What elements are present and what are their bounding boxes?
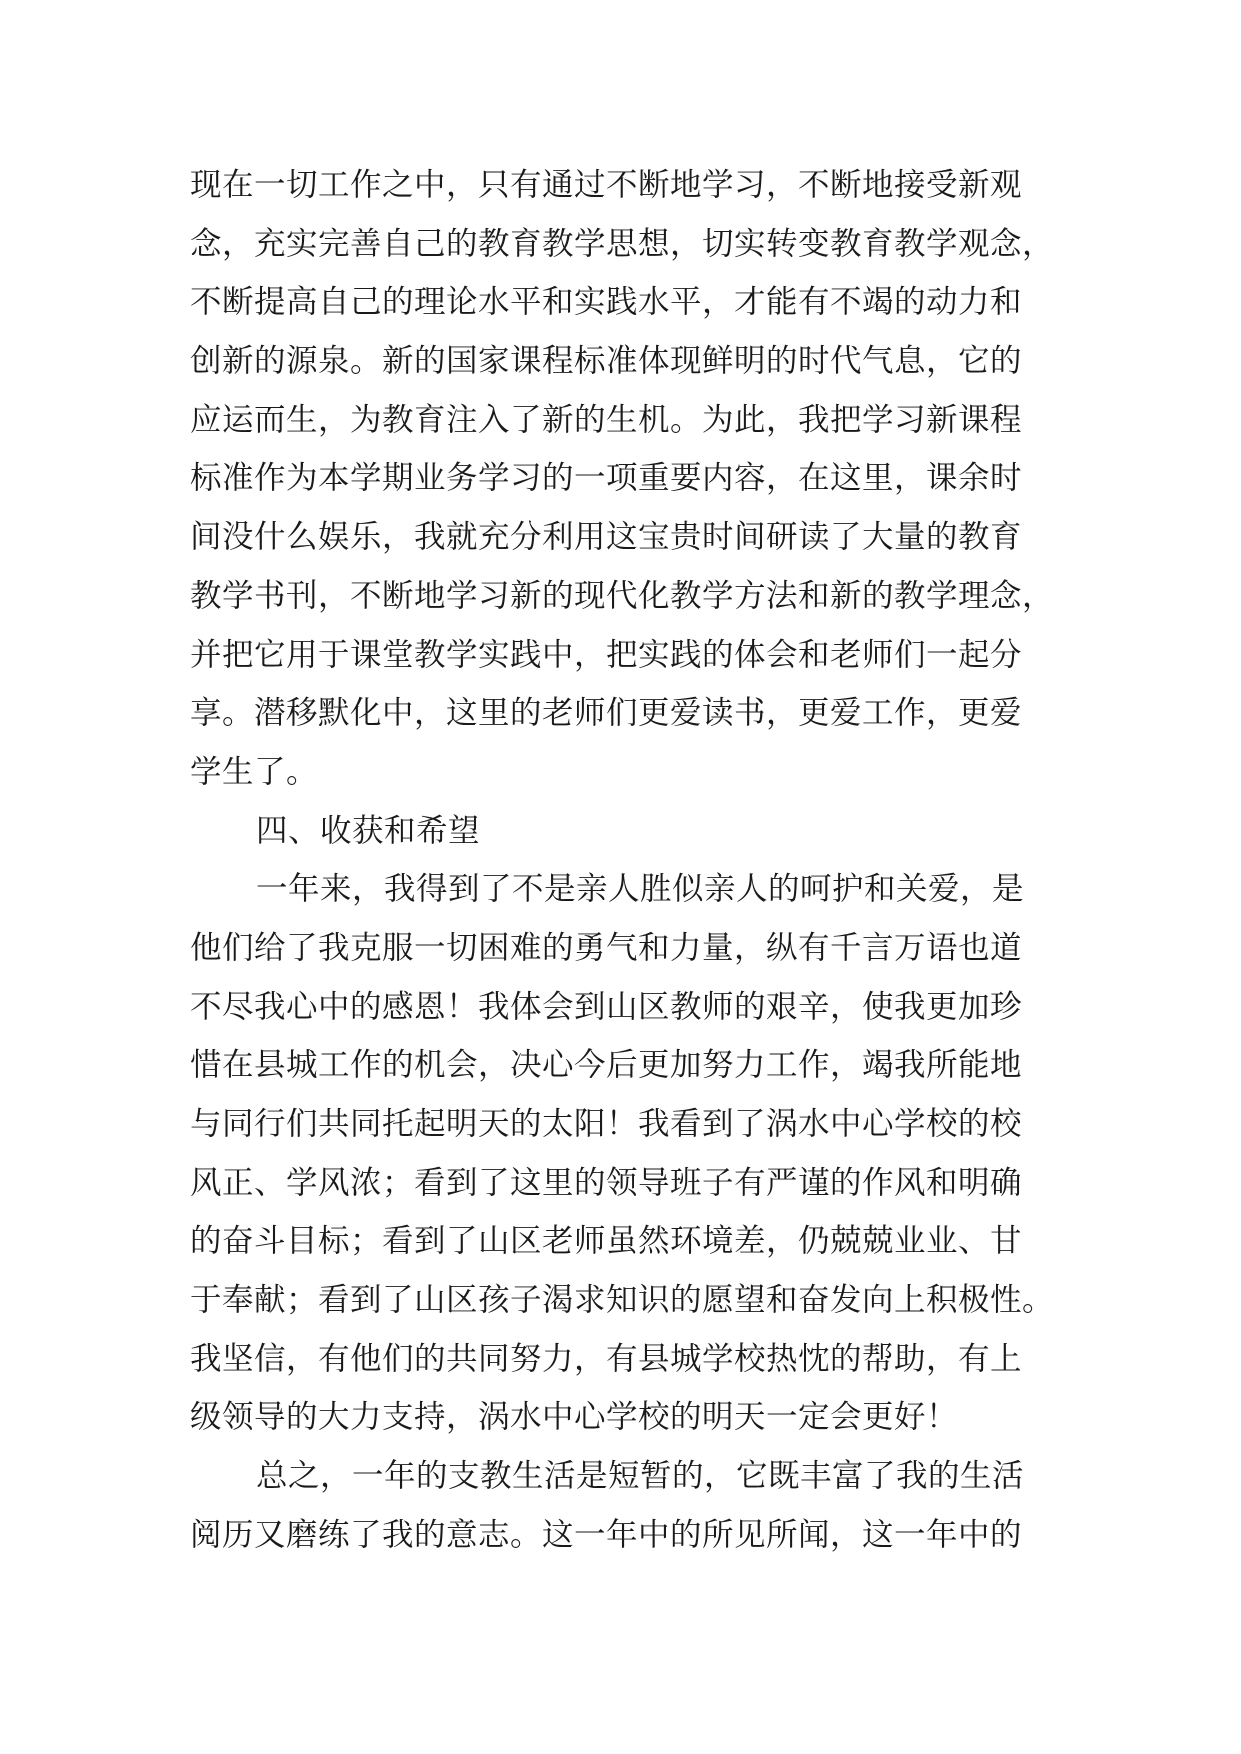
text-line: 念，充实完善自己的教育教学思想，切实转变教育教学观念， (190, 225, 1055, 262)
document-body (190, 156, 1060, 1565)
text-line: 于奉献；看到了山区孩子渴求知识的愿望和奋发向上积极性。 (190, 1282, 1055, 1319)
text-line: 一年来，我得到了不是亲人胜似亲人的呵护和关爱，是 (256, 871, 1025, 908)
text-line: 应运而生，为教育注入了新的生机。为此，我把学习新课程 (190, 401, 1023, 438)
text-line: 风正、学风浓；看到了这里的领导班子有严谨的作风和明确 (190, 1164, 1023, 1201)
text-line: 现在一切工作之中，只有通过不断地学习，不断地接受新观 (190, 167, 1023, 203)
text-line: 不断提高自己的理论水平和实践水平，才能有不竭的动力和 (190, 284, 1023, 321)
text-line: 与同行们共同托起明天的太阳！我看到了涡水中心学校的校 (190, 1106, 1023, 1142)
text-line: 不尽我心中的感恩！我体会到山区教师的艰辛，使我更加珍 (190, 988, 1023, 1025)
text-line: 他们给了我克服一切困难的勇气和力量，纵有千言万语也道 (190, 929, 1023, 966)
text-line: 的奋斗目标；看到了山区老师虽然环境差，仍兢兢业业、甘 (190, 1223, 1023, 1260)
text-line: 间没什么娱乐，我就充分利用这宝贵时间研读了大量的教育 (190, 519, 1023, 556)
text-line: 总之，一年的支教生活是短暂的，它既丰富了我的生活 (256, 1458, 1025, 1495)
text-line: 级领导的大力支持，涡水中心学校的明天一定会更好！ (190, 1399, 959, 1436)
text-line: 惜在县城工作的机会，决心今后更加努力工作，竭我所能地 (190, 1047, 1023, 1084)
text-line: 教学书刊，不断地学习新的现代化教学方法和新的教学理念， (190, 577, 1055, 614)
text-line: 创新的源泉。新的国家课程标准体现鲜明的时代气息，它的 (190, 343, 1023, 380)
text-line: 我坚信，有他们的共同努力，有县城学校热忱的帮助，有上 (190, 1340, 1023, 1377)
text-line: 学生了。 (190, 753, 319, 790)
text-line: 享。潜移默化中，这里的老师们更爱读书，更爱工作，更爱 (190, 695, 1023, 732)
section-heading: 四、收获和希望 (256, 812, 481, 849)
text-line: 阅历又磨练了我的意志。这一年中的所见所闻，这一年中的 (190, 1516, 1023, 1553)
text-line: 标准作为本学期业务学习的一项重要内容，在这里，课余时 (190, 460, 1023, 497)
text-line: 并把它用于课堂教学实践中，把实践的体会和老师们一起分 (190, 636, 1023, 673)
